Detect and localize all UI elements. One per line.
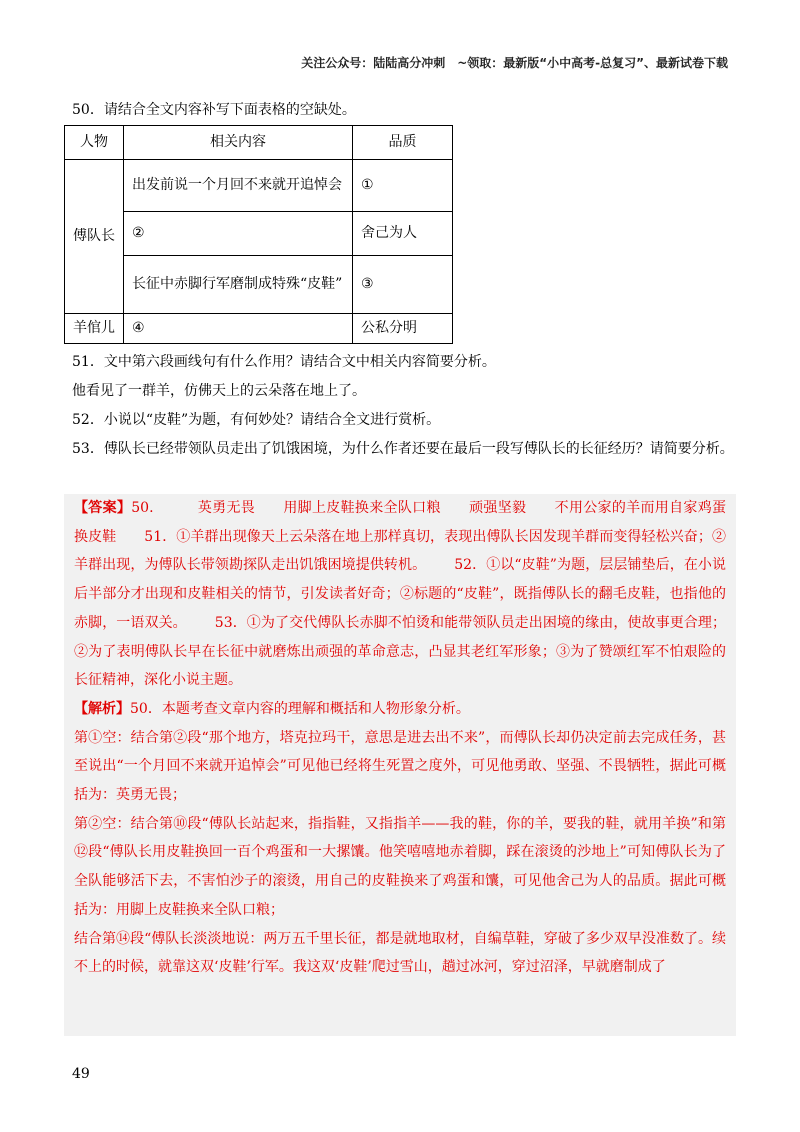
table-header-row	[65, 126, 453, 160]
answer-53: 53．①为了交代傅队长赤脚不怕烫和能带领队员走出困境的缘由，使故事更合理；②为了表明傅队长早在长征中就磨炼出顽强的革命意志，凸显其老红军形象；③为了赞颂红军不怕艰险的长征精神，深化小说主题。	[74, 614, 727, 689]
cell-content: 出发前说一个月回不来就开追悼会	[124, 160, 353, 212]
table-row	[65, 256, 453, 314]
cell-content: 长征中赤脚行军磨制成特殊“皮鞋”	[124, 256, 353, 314]
answer-50-blank-4: 不用公家的羊而用自家鸡蛋换皮鞋	[74, 500, 727, 545]
page-header: 关注公众号：陆陆高分冲刺 ~领取：最新版“小中高考-总复习”、最新试卷下载	[301, 56, 728, 70]
table-row	[65, 160, 453, 212]
answer-block	[64, 494, 736, 1036]
answer-50-blank-1: 英勇无畏	[197, 500, 256, 516]
question-51: 51．文中第六段画线句有什么作用？请结合文中相关内容简要分析。	[72, 354, 496, 370]
answer-50-number: 50.	[131, 500, 154, 516]
answer-tag: 【答案】	[74, 500, 132, 516]
cell-content: ②	[124, 212, 353, 256]
header-content: 相关内容	[124, 126, 353, 160]
cell-quality: 公私分明	[353, 314, 453, 344]
question-53: 53．傅队长已经带领队员走出了饥饿困境，为什么作者还要在最后一段写傅队长的长征经历？请简要分析。	[72, 441, 734, 457]
analysis-tag: 【解析】	[74, 700, 130, 717]
header-person: 人物	[65, 126, 124, 160]
header-quality: 品质	[353, 126, 453, 160]
analysis-paragraph-2: 第②空：结合第⑩段“傅队长站起来，指指鞋，又指指羊——我的鞋，你的羊，要我的鞋，就用羊换”和第⑫段“傅队长用皮鞋换回一百个鸡蛋和一大摞馕。他笑嘻嘻地赤着脚，踩在滚烫的沙地上”可知傅队长为了全队能够活下去，不害怕沙子的滚烫，用自己的皮鞋换来了鸡蛋和馕，可见他舍己为人的品质。据此可概括为：用脚上皮鞋换来全队口粮；	[74, 815, 726, 918]
question-51-quote: 他看见了一群羊，仿佛天上的云朵落在地上了。	[72, 383, 366, 399]
analysis-paragraph-3: 结合第⑭段“傅队长淡淡地说：两万五千里长征，都是就地取材，自编草鞋，穿破了多少双早没准数了。续不上的时候，就靠这双‘皮鞋’行军。我这双‘皮鞋’爬过雪山，趟过冰河，穿过沼泽，早就磨制成了	[74, 930, 726, 976]
table-row	[65, 314, 453, 344]
question-52: 52．小说以“皮鞋”为题，有何妙处？请结合全文进行赏析。	[72, 412, 441, 428]
analysis-intro-text: 50．本题考查文章内容的理解和概括和人物形象分析。	[130, 700, 470, 717]
answer-50-blank-3: 顽强坚毅	[468, 500, 527, 516]
cell-person-yang: 羊倌儿	[65, 314, 124, 344]
table-row	[65, 212, 453, 256]
cell-quality: ③	[353, 256, 453, 314]
answer-50-blank-2: 用脚上皮鞋换来全队口粮	[283, 500, 441, 516]
page-number: 49	[72, 1066, 90, 1082]
analysis-paragraph-1: 第①空：结合第②段“那个地方，塔克拉玛干，意思是进去出不来”，而傅队长却仍决定前去完成任务，甚至说出“一个月回不来就开追悼会”可见他已经将生死置之度外，可见他勇敢、坚强、不畏牺牲，据此可概括为：英勇无畏；	[74, 729, 726, 804]
cell-content: ④	[124, 314, 353, 344]
analysis-intro	[64, 695, 736, 724]
cell-quality: ①	[353, 160, 453, 212]
answer-51: 51．①羊群出现像天上云朵落在地上那样真切，表现出傅队长因发现羊群而变得轻松兴奋；②羊群出现，为傅队长带领勘探队走出饥饿困境提供转机。	[74, 528, 727, 574]
answer-52: 52．①以“皮鞋”为题，层层铺垫后，在小说后半部分才出现和皮鞋相关的情节，引发读者好奇；②标题的“皮鞋”，既指傅队长的翻毛皮鞋，也指他的赤脚，一语双关。	[74, 557, 726, 631]
cell-quality: 舍己为人	[353, 212, 453, 256]
answer-table	[64, 125, 453, 344]
answer-paragraph	[64, 494, 736, 695]
question-50: 50．请结合全文内容补写下面表格的空缺处。	[72, 102, 356, 118]
cell-person-fu: 傅队长	[65, 160, 124, 314]
